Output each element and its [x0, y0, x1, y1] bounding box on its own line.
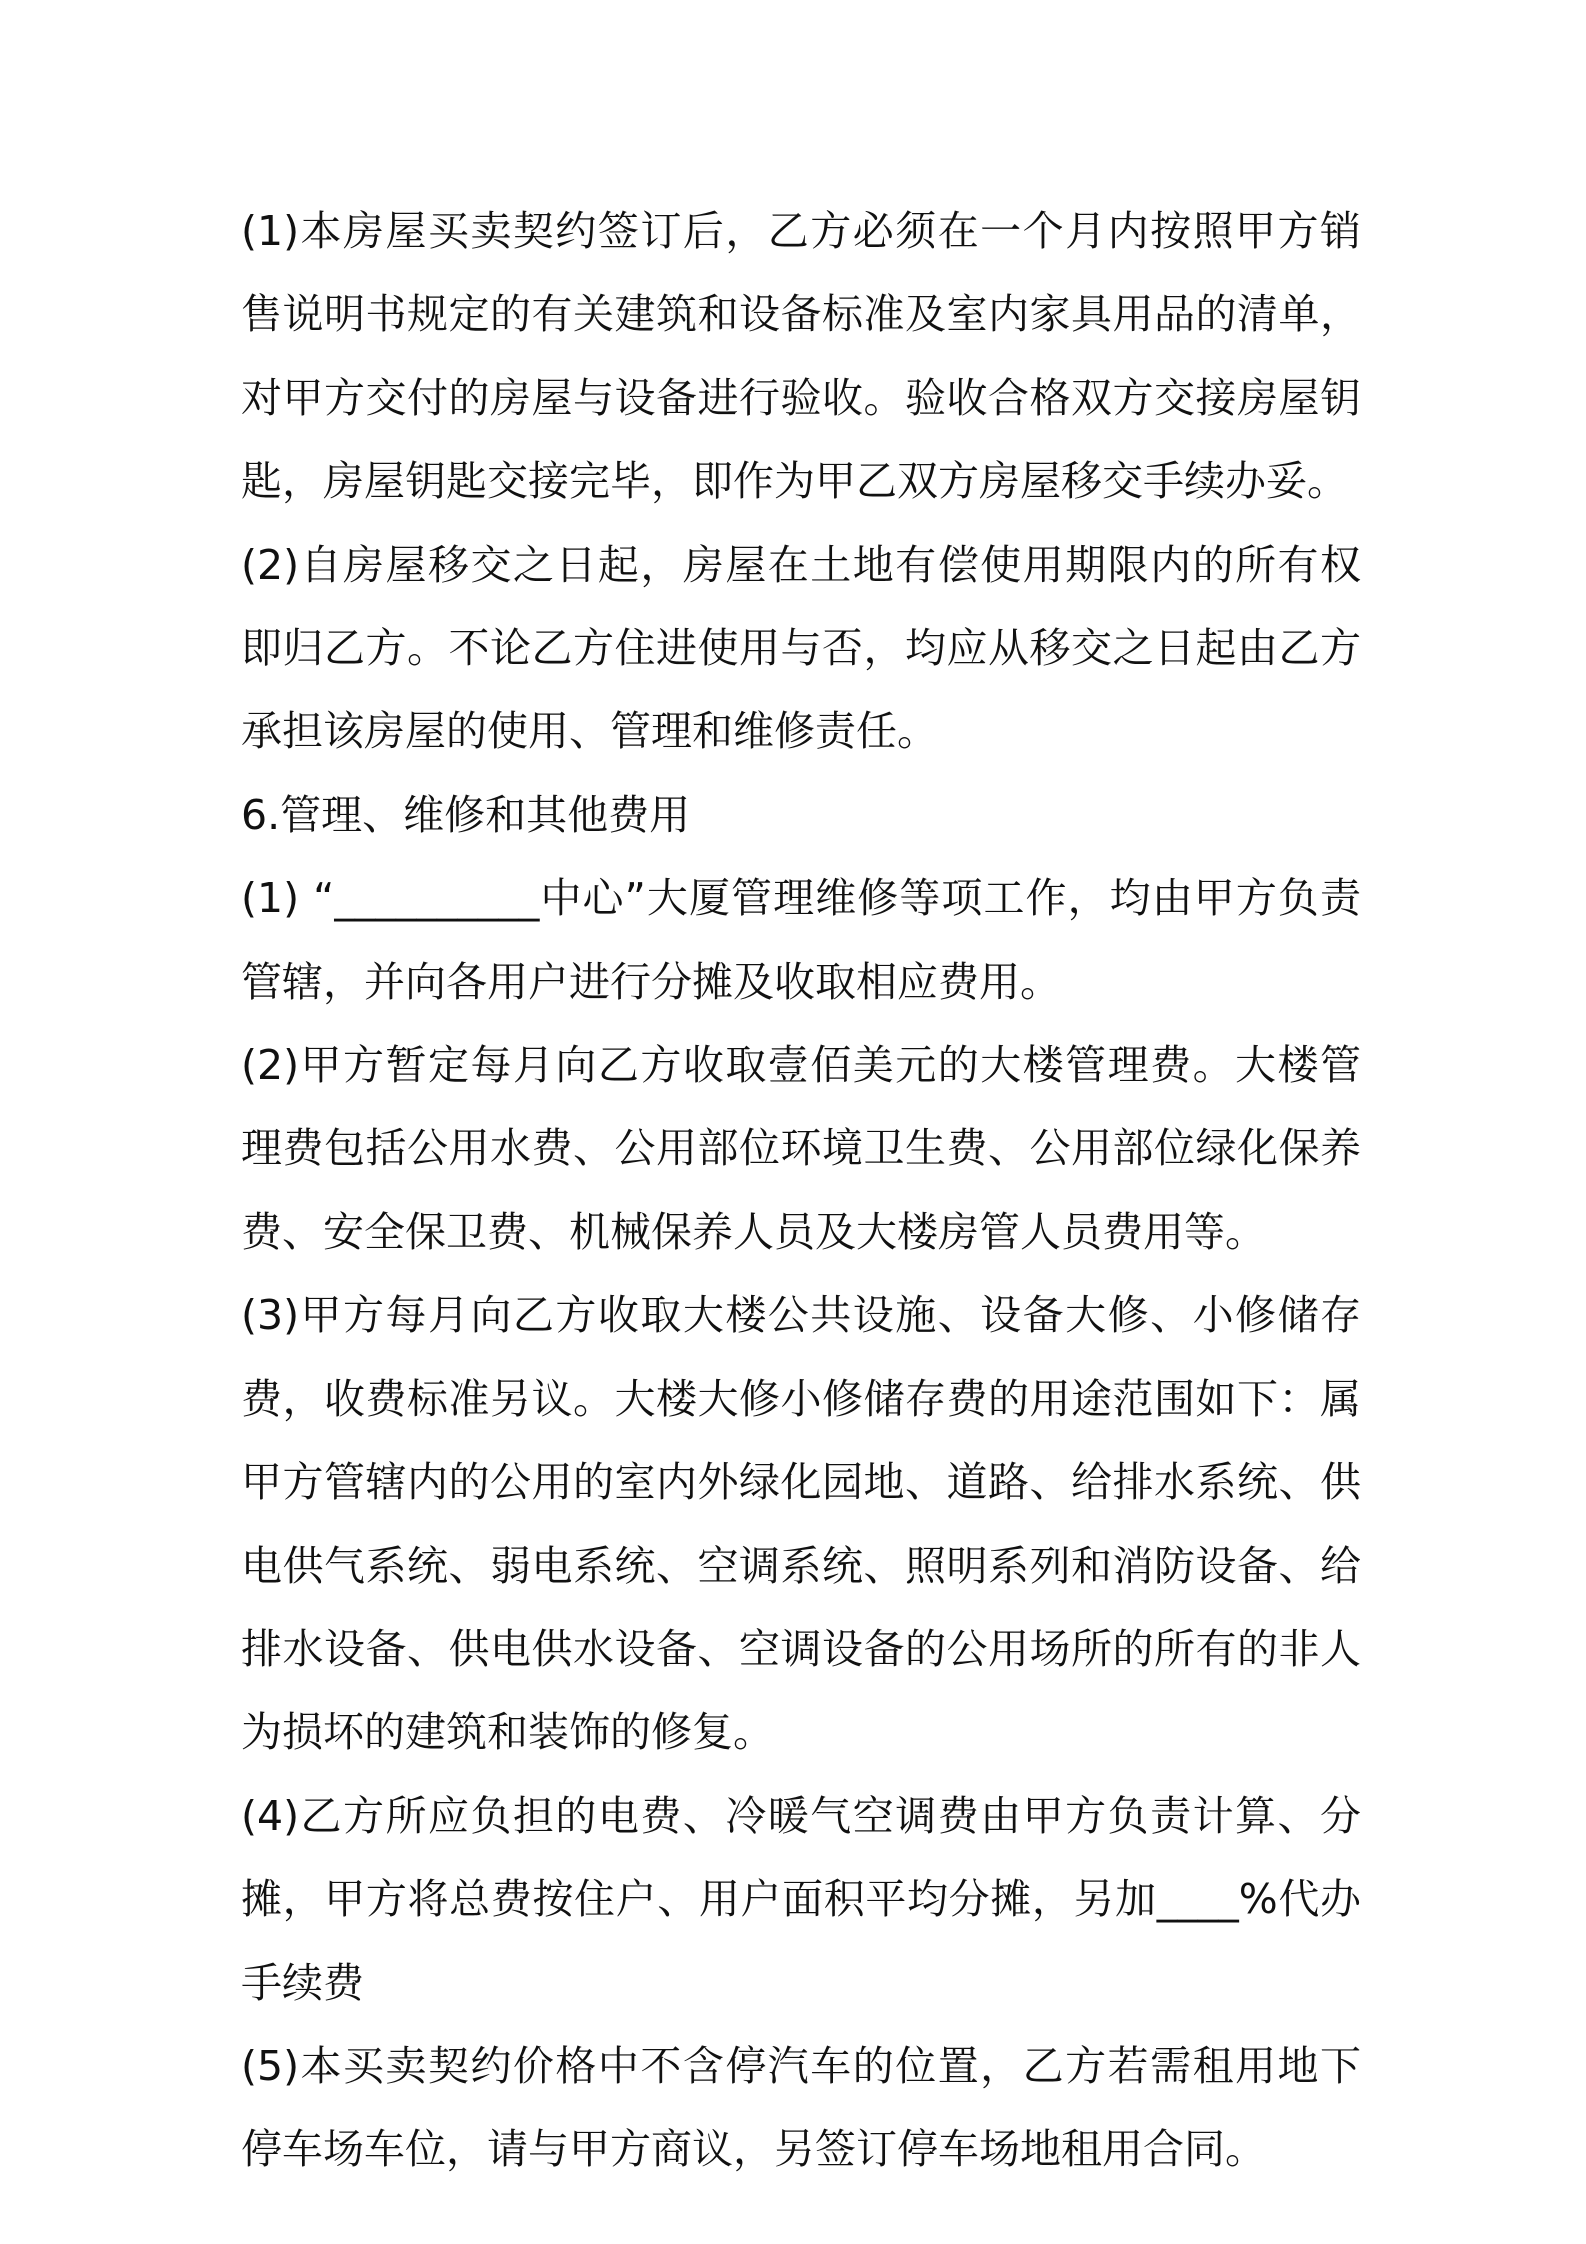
- paragraph-handover-acceptance: (1)本房屋买卖契约签订后，乙方必须在一个月内按照甲方销售说明书规定的有关建筑和设备标准及室内家具用品的清单，对甲方交付的房屋与设备进行验收。验收合格双方交接房屋钥匙，房屋钥匙交接完毕，即作为甲乙双方房屋移交手续办妥。: [241, 207, 1361, 506]
- section-heading-management-fees: 6.管理、维修和其他费用: [241, 790, 691, 839]
- paragraph-building-management: (1) “__________中心”大厦管理维修等项工作，均由甲方负责管辖，并向各用户进行分摊及收取相应费用。: [241, 874, 1361, 1006]
- paragraph-ownership-transfer: (2)自房屋移交之日起，房屋在土地有偿使用期限内的所有权即归乙方。不论乙方住进使用与否，均应从移交之日起由乙方承担该房屋的使用、管理和维修责任。: [241, 540, 1361, 756]
- paragraph-management-fee: (2)甲方暂定每月向乙方收取壹佰美元的大楼管理费。大楼管理费包括公用水费、公用部位环境卫生费、公用部位绿化保养费、安全保卫费、机械保养人员及大楼房管人员费用等。: [241, 1041, 1361, 1256]
- paragraph-parking: (5)本买卖契约价格中不含停汽车的位置，乙方若需租用地下停车场车位，请与甲方商议，另签订停车场地租用合同。: [241, 2041, 1361, 2174]
- paragraph-utility-fees: (4)乙方所应负担的电费、冷暖气空调费由甲方负责计算、分摊，甲方将总费按住户、用户面积平均分摊，另加____%代办手续费: [241, 1791, 1361, 2007]
- paragraph-repair-reserve-fee: (3)甲方每月向乙方收取大楼公共设施、设备大修、小修储存费，收费标准另议。大楼大修小修储存费的用途范围如下：属甲方管辖内的公用的室内外绿化园地、道路、给排水系统、供电供气系统、弱电系统、空调系统、照明系列和消防设备、给排水设备、供电供水设备、空调设备的公用场所的所有的非人为损坏的建筑和装饰的修复。: [241, 1291, 1361, 1757]
- document-body: [241, 190, 1361, 2192]
